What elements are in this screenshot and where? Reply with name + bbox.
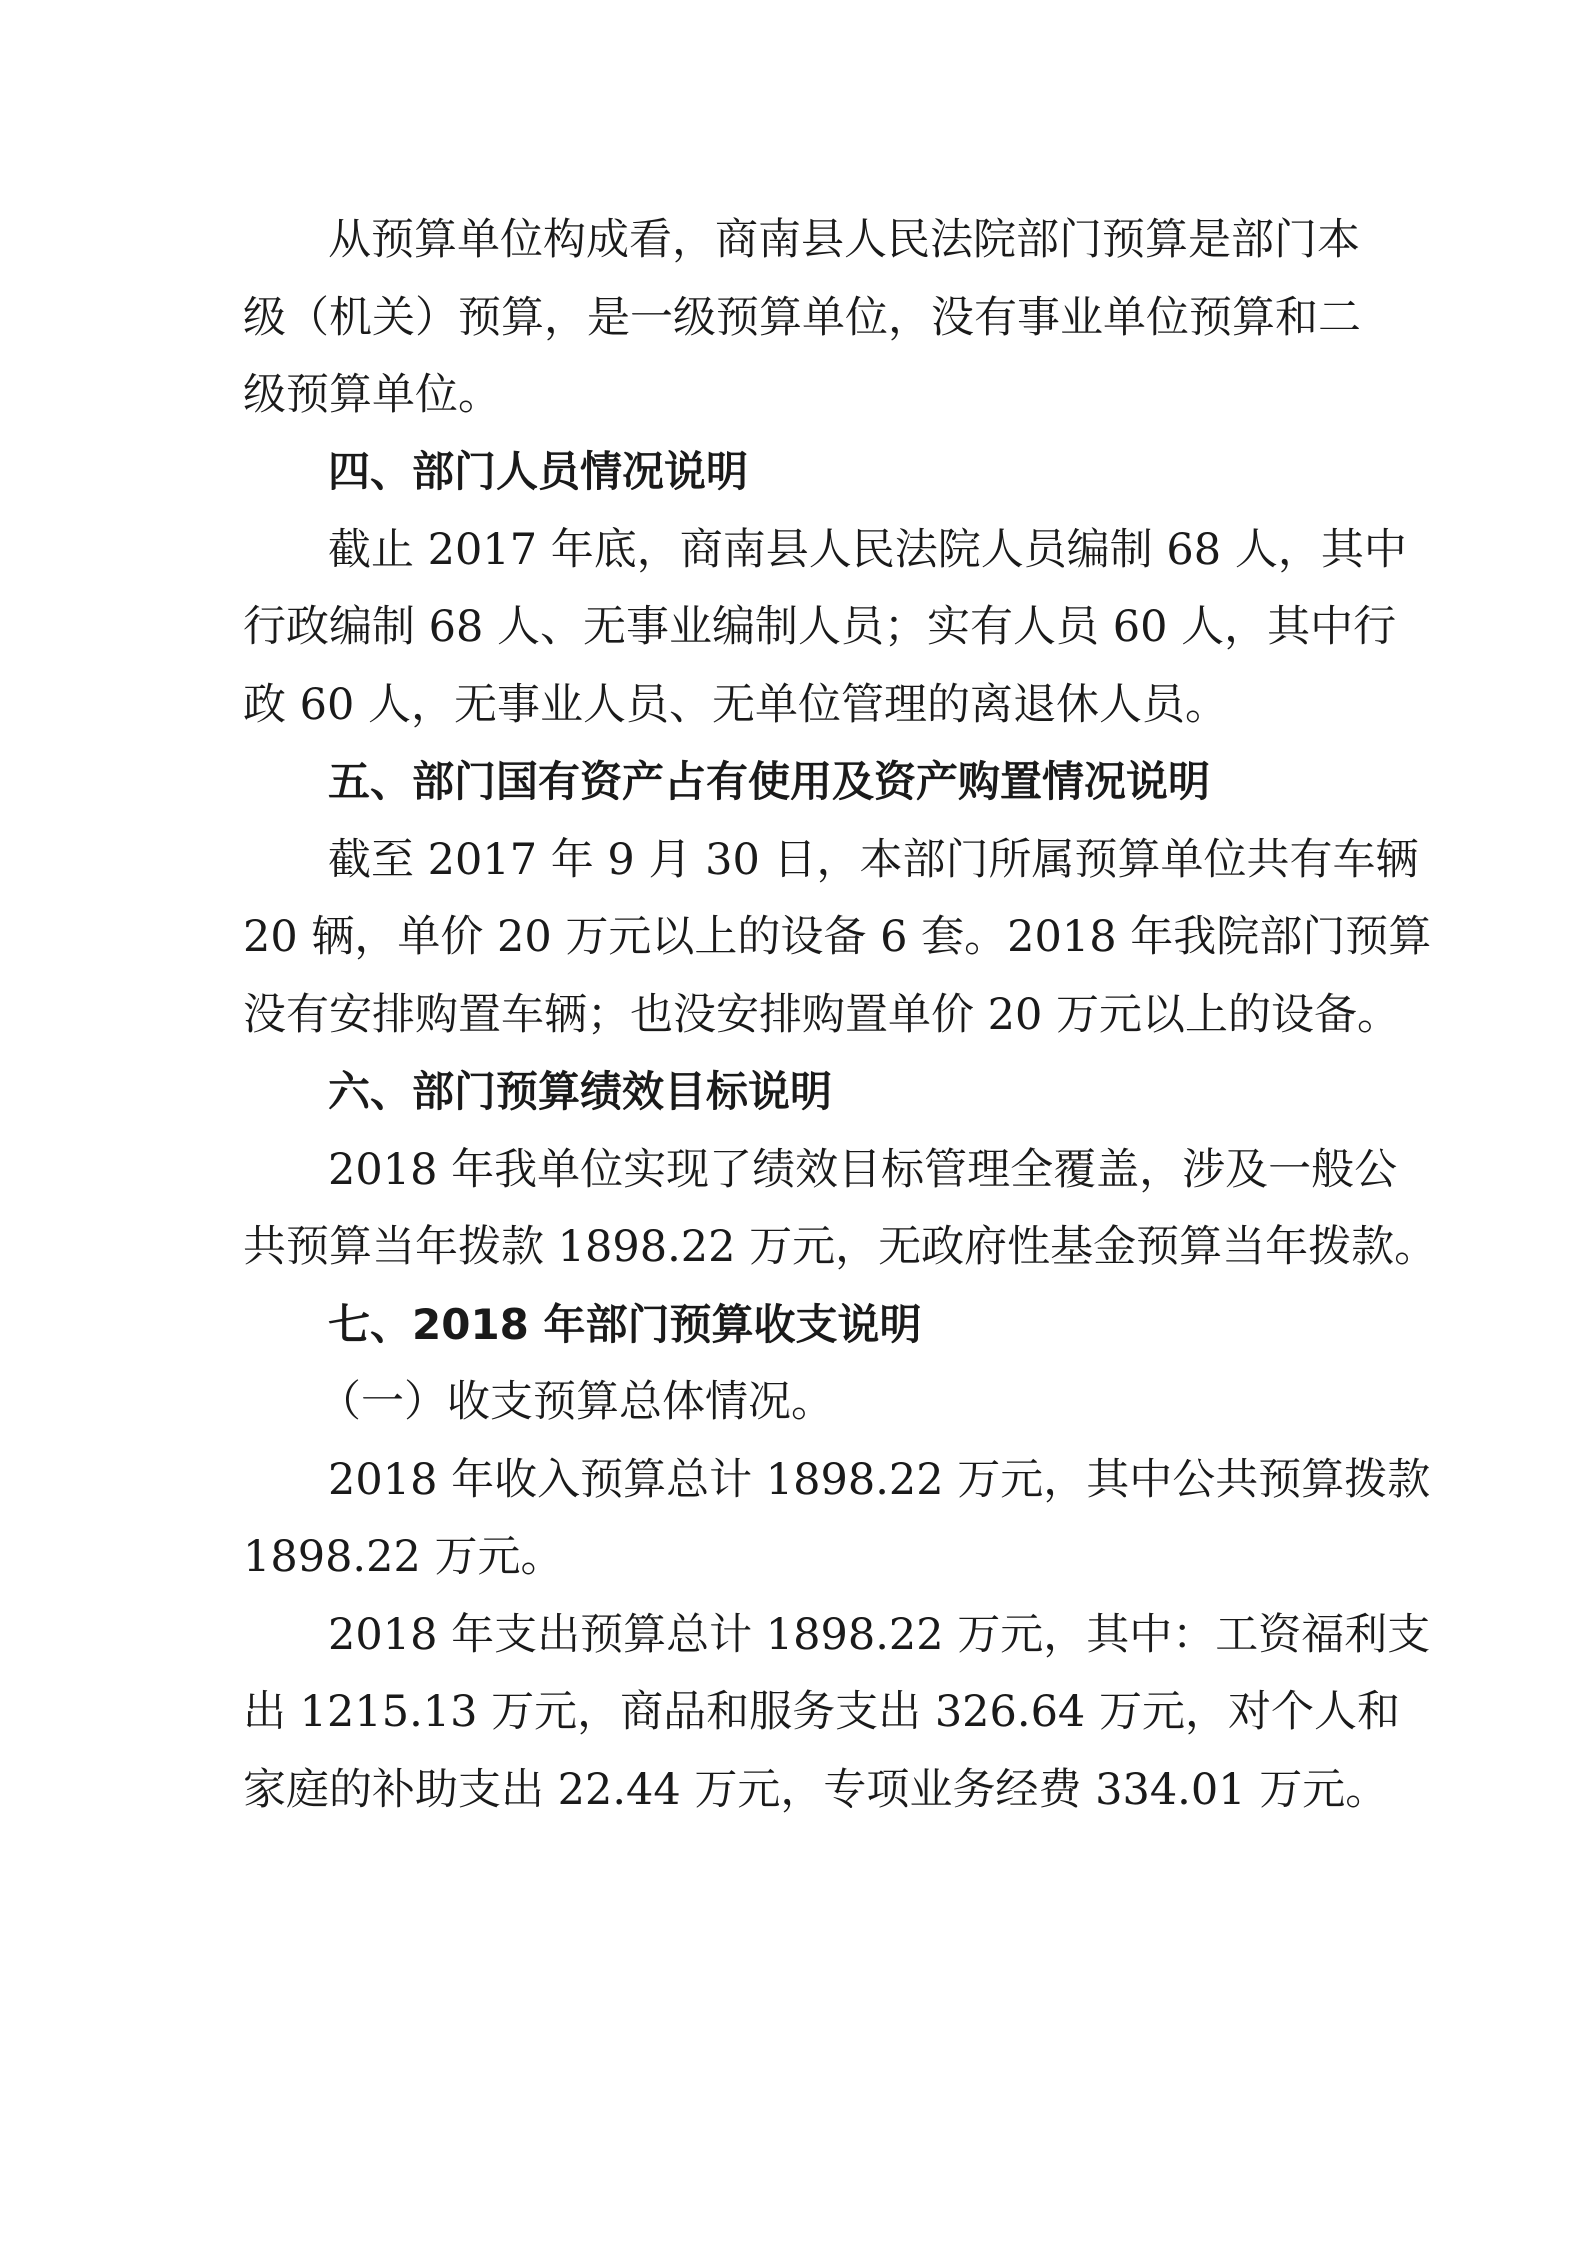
para-assets-line-2: 20 辆，单价 20 万元以上的设备 6 套。2018 年我院部门预算 (243, 912, 1432, 962)
para-income-line-1: 2018 年收入预算总计 1898.22 万元，其中公共预算拨款 (328, 1455, 1431, 1505)
para-unit-composition-line-2: 级（机关）预算，是一级预算单位，没有事业单位预算和二 (243, 293, 1361, 343)
para-expense-line-1: 2018 年支出预算总计 1898.22 万元，其中：工资福利支 (328, 1610, 1431, 1660)
para-staff-line-3: 政 60 人，无事业人员、无单位管理的离退休人员。 (243, 680, 1229, 730)
para-expense-line-2: 出 1215.13 万元，商品和服务支出 326.64 万元，对个人和 (243, 1687, 1400, 1737)
para-assets-line-1: 截至 2017 年 9 月 30 日，本部门所属预算单位共有车辆 (328, 835, 1419, 885)
para-assets-line-3: 没有安排购置车辆；也没安排购置单价 20 万元以上的设备。 (243, 990, 1401, 1040)
subheading-overview: （一）收支预算总体情况。 (318, 1377, 834, 1427)
para-unit-composition-line-1: 从预算单位构成看，商南县人民法院部门预算是部门本 (328, 215, 1360, 265)
heading-section-5: 五、部门国有资产占有使用及资产购置情况说明 (328, 757, 1211, 806)
para-staff-line-2: 行政编制 68 人、无事业编制人员；实有人员 60 人，其中行 (243, 602, 1397, 652)
para-staff-line-1: 截止 2017 年底，商南县人民法院人员编制 68 人，其中 (328, 525, 1407, 575)
para-income-line-2: 1898.22 万元。 (243, 1532, 564, 1582)
heading-section-7: 七、2018 年部门预算收支说明 (328, 1300, 922, 1349)
para-performance-line-1: 2018 年我单位实现了绩效目标管理全覆盖，涉及一般公 (328, 1145, 1398, 1195)
heading-section-6: 六、部门预算绩效目标说明 (328, 1067, 833, 1116)
para-expense-line-3: 家庭的补助支出 22.44 万元，专项业务经费 334.01 万元。 (243, 1765, 1389, 1815)
heading-section-4: 四、部门人员情况说明 (328, 447, 749, 496)
para-unit-composition-line-3: 级预算单位。 (243, 370, 501, 420)
para-performance-line-2: 共预算当年拨款 1898.22 万元，无政府性基金预算当年拨款。 (243, 1222, 1438, 1272)
